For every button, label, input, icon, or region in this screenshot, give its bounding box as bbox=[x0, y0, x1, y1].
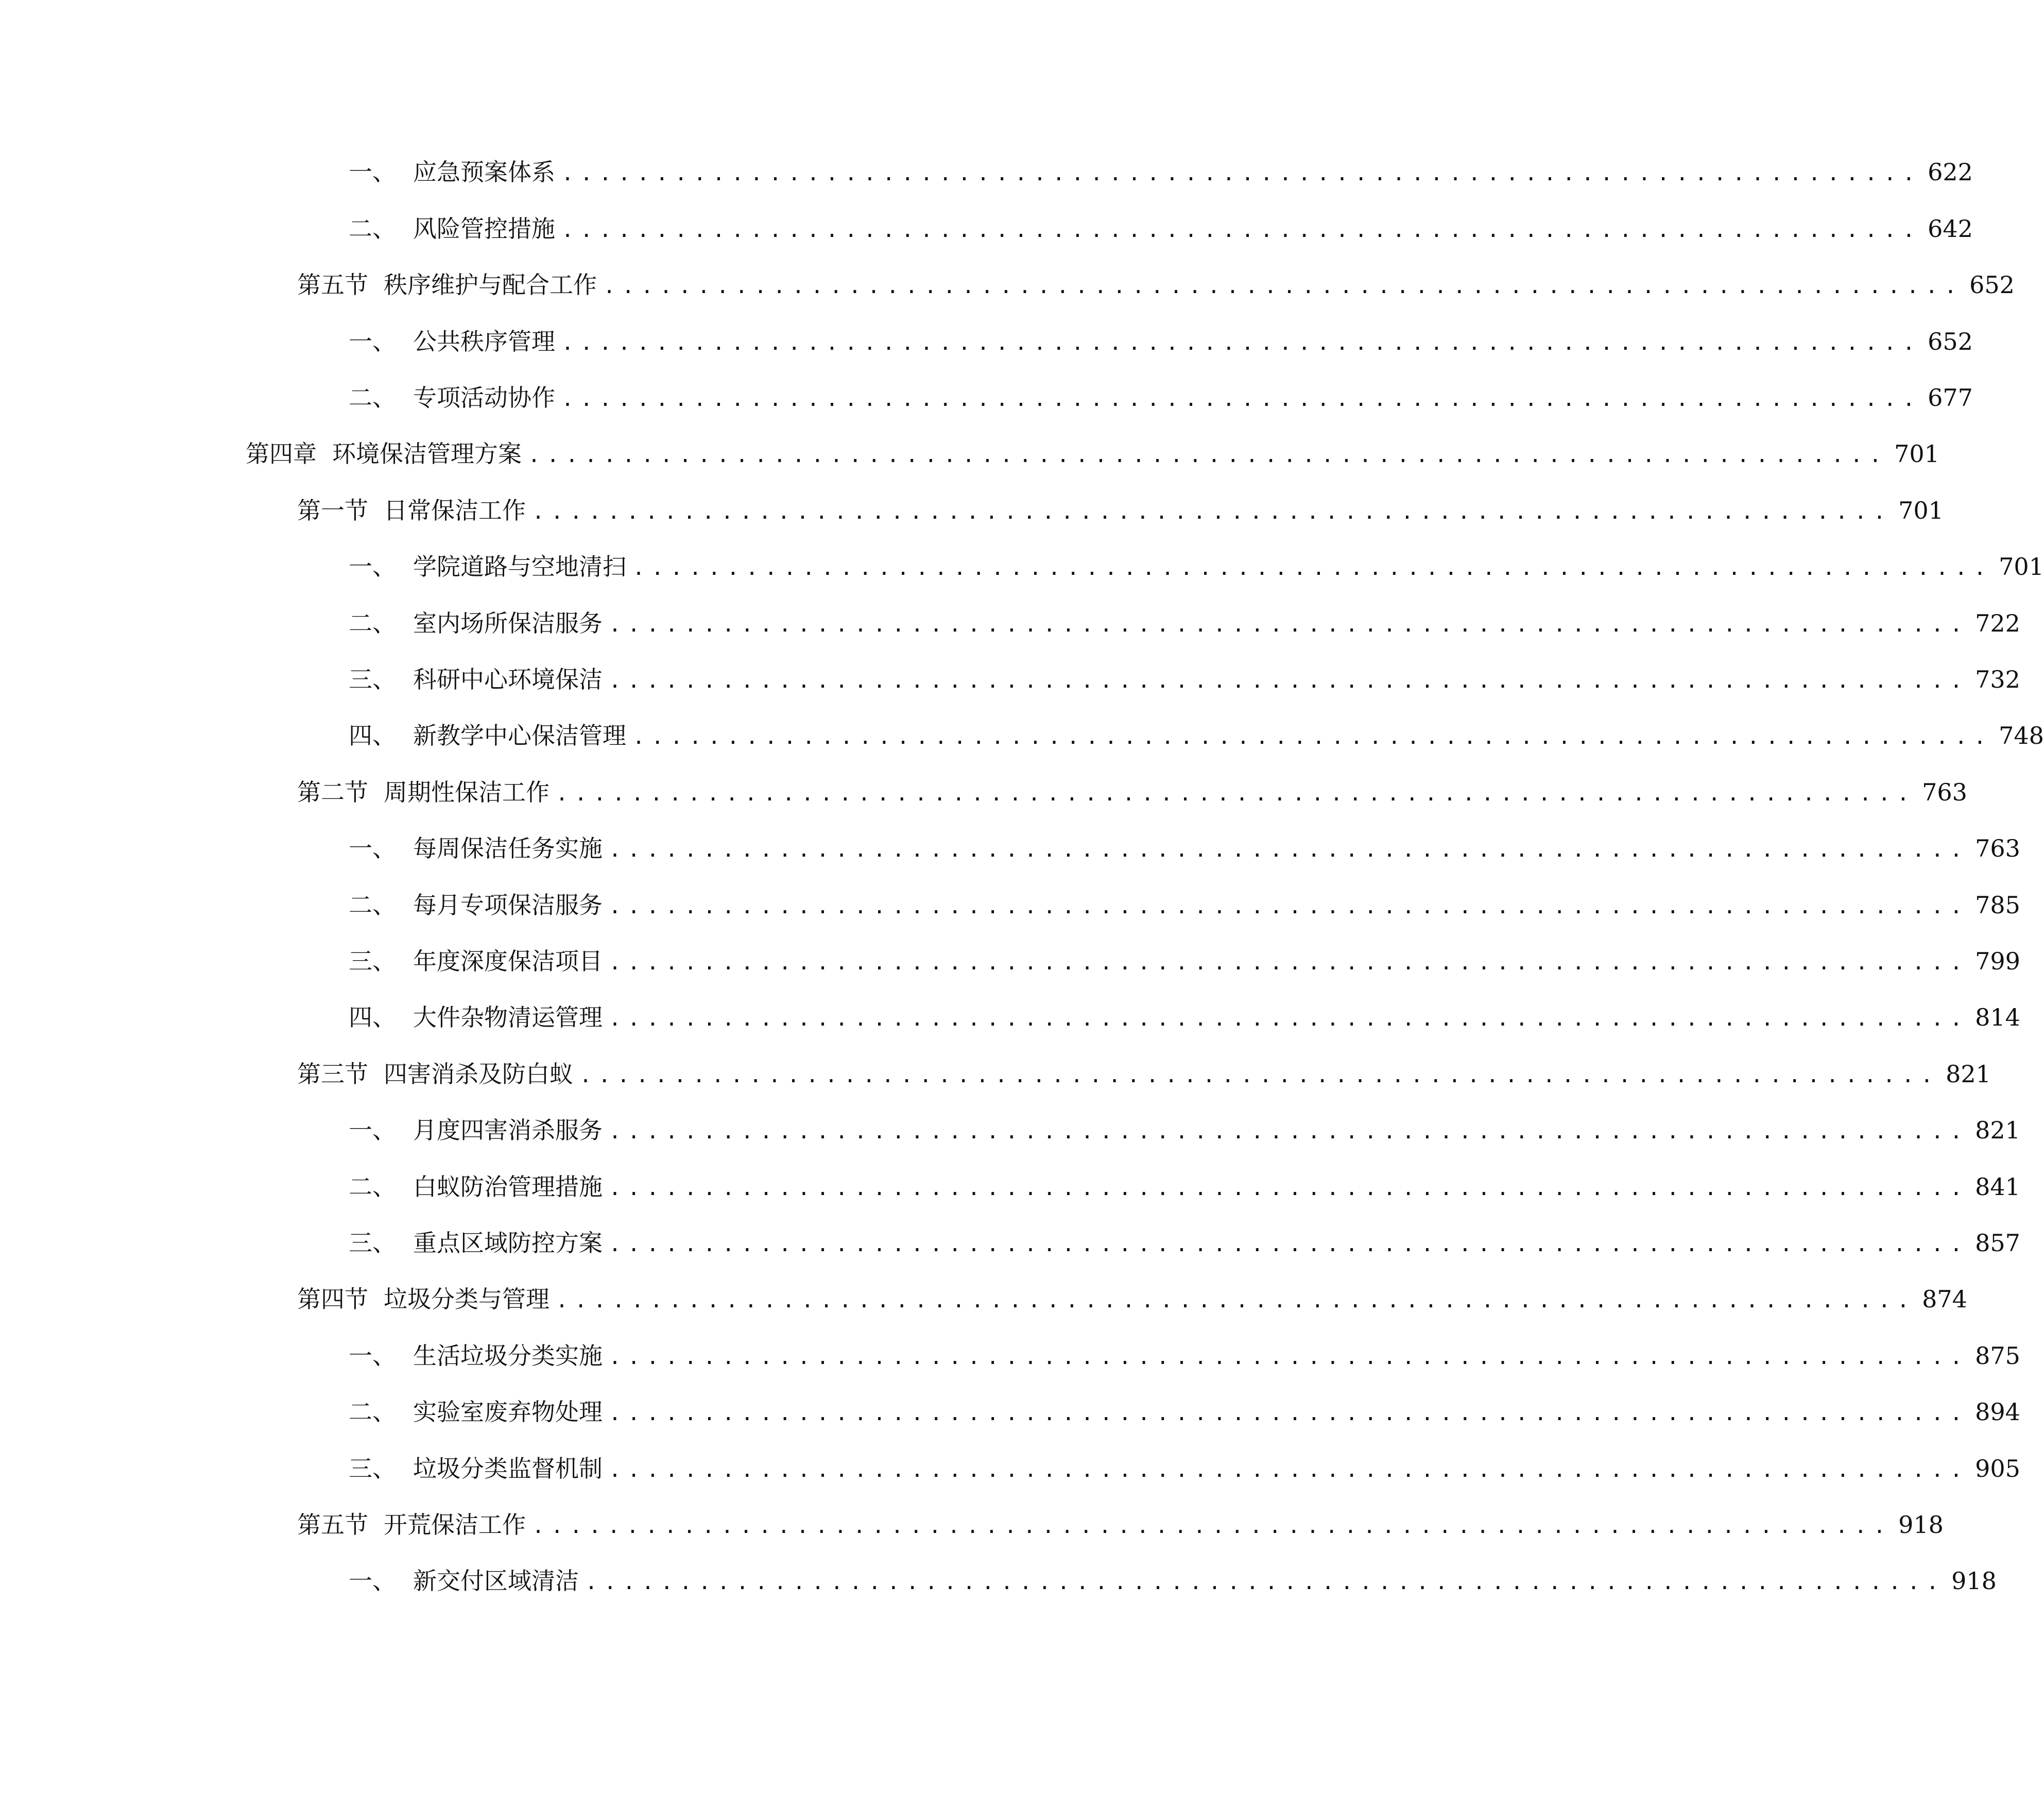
dot-leader: ........................................................................ bbox=[609, 895, 1969, 918]
toc-entry[interactable] bbox=[297, 492, 1944, 529]
toc-entry[interactable] bbox=[349, 718, 2044, 754]
toc-entry-title: 风险管控措施 bbox=[413, 215, 555, 243]
dot-leader: ........................................................................ bbox=[609, 669, 1969, 693]
toc-entry-page: 875 bbox=[1975, 1342, 2020, 1370]
toc-entry-page: 905 bbox=[1975, 1455, 2020, 1482]
dot-leader: ........................................................................ bbox=[609, 1177, 1969, 1200]
toc-entry-number: 第五节 bbox=[297, 1511, 368, 1539]
toc-entry-number: 第五节 bbox=[297, 271, 368, 299]
toc-entry-number: 一、 bbox=[349, 834, 396, 862]
toc-entry-title: 科研中心环境保洁 bbox=[413, 666, 603, 693]
toc-entry-number: 二、 bbox=[349, 609, 396, 637]
toc-entry[interactable] bbox=[349, 154, 1973, 190]
toc-entry-page: 642 bbox=[1928, 215, 1973, 243]
toc-entry-title: 环境保洁管理方案 bbox=[332, 440, 522, 468]
dot-leader: ........................................................................ bbox=[561, 218, 1922, 242]
dot-leader: ........................................................................ bbox=[609, 1120, 1969, 1144]
toc-entry[interactable] bbox=[349, 549, 2044, 585]
toc-entry[interactable] bbox=[297, 1281, 1967, 1317]
toc-entry-title: 每周保洁任务实施 bbox=[413, 834, 603, 862]
toc-entry-page: 652 bbox=[1969, 271, 2015, 299]
toc-entry-page: 918 bbox=[1951, 1567, 1997, 1595]
dot-leader: ........................................................................ bbox=[609, 951, 1969, 975]
toc-entry-page: 821 bbox=[1946, 1060, 1991, 1088]
toc-entry-page: 763 bbox=[1975, 834, 2020, 862]
toc-entry-title: 月度四害消杀服务 bbox=[413, 1116, 603, 1144]
dot-leader: ........................................................................ bbox=[603, 275, 1964, 298]
toc-entry-page: 701 bbox=[1898, 497, 1944, 524]
toc-entry-number: 一、 bbox=[349, 1116, 396, 1144]
toc-entry-title: 生活垃圾分类实施 bbox=[413, 1342, 603, 1370]
toc-entry-title: 新教学中心保洁管理 bbox=[413, 722, 626, 749]
dot-leader: ........................................................................ bbox=[532, 500, 1893, 524]
toc-entry[interactable] bbox=[349, 999, 2020, 1035]
toc-entry[interactable] bbox=[349, 1563, 1997, 1599]
toc-entry[interactable] bbox=[349, 661, 2020, 697]
toc-entry-number: 一、 bbox=[349, 1342, 396, 1370]
toc-entry[interactable] bbox=[349, 1338, 2020, 1374]
toc-entry-page: 622 bbox=[1928, 158, 1973, 186]
toc-entry-number: 第一节 bbox=[297, 497, 368, 524]
toc-entry[interactable] bbox=[349, 830, 2020, 866]
toc-entry-page: 799 bbox=[1975, 947, 2020, 975]
toc-entry-page: 732 bbox=[1975, 666, 2020, 693]
toc-entry-page: 652 bbox=[1928, 328, 1973, 355]
dot-leader: ........................................................................ bbox=[532, 1514, 1893, 1538]
toc-entry-page: 722 bbox=[1975, 609, 2020, 637]
toc-entry-title: 白蚁防治管理措施 bbox=[413, 1173, 603, 1201]
dot-leader: ........................................................................ bbox=[585, 1571, 1946, 1594]
toc-entry-number: 三、 bbox=[349, 1455, 396, 1482]
toc-entry-page: 821 bbox=[1975, 1116, 2020, 1144]
toc-entry[interactable] bbox=[349, 605, 2020, 641]
toc-entry-title: 开荒保洁工作 bbox=[384, 1511, 526, 1539]
toc-entry-number: 第四章 bbox=[246, 440, 317, 468]
toc-entry-page: 874 bbox=[1922, 1285, 1967, 1313]
dot-leader: ........................................................................ bbox=[609, 1345, 1969, 1369]
dot-leader: ........................................................................ bbox=[632, 556, 1993, 580]
toc-entry-title: 室内场所保洁服务 bbox=[413, 609, 603, 637]
dot-leader: ........................................................................ bbox=[609, 1402, 1969, 1425]
toc-entry-title: 垃圾分类监督机制 bbox=[413, 1455, 603, 1482]
toc-entry-number: 三、 bbox=[349, 666, 396, 693]
toc-entry[interactable] bbox=[349, 1394, 2020, 1430]
toc-entry[interactable] bbox=[349, 1451, 2020, 1487]
toc-entry-number: 第二节 bbox=[297, 778, 368, 806]
toc-entry-number: 四、 bbox=[349, 722, 396, 749]
toc-entry[interactable] bbox=[349, 211, 1973, 247]
toc-entry-number: 二、 bbox=[349, 1173, 396, 1201]
toc-entry-number: 二、 bbox=[349, 891, 396, 919]
toc-entry[interactable] bbox=[297, 1507, 1944, 1543]
toc-entry-number: 三、 bbox=[349, 1229, 396, 1257]
toc-entry-title: 年度深度保洁项目 bbox=[413, 947, 603, 975]
toc-entry-title: 专项活动协作 bbox=[413, 384, 555, 412]
toc-entry[interactable] bbox=[349, 1225, 2020, 1261]
toc-entry-page: 857 bbox=[1975, 1229, 2020, 1257]
dot-leader: ........................................................................ bbox=[632, 725, 1993, 749]
toc-entry-number: 二、 bbox=[349, 1398, 396, 1426]
toc-entry-page: 701 bbox=[1894, 440, 1939, 468]
toc-entry[interactable] bbox=[297, 267, 2015, 303]
toc-entry[interactable] bbox=[349, 1169, 2020, 1205]
toc-entry-title: 周期性保洁工作 bbox=[384, 778, 549, 806]
toc-entry-title: 四害消杀及防白蚁 bbox=[384, 1060, 573, 1088]
toc-entry-page: 701 bbox=[1999, 553, 2044, 581]
toc-entry[interactable] bbox=[349, 1112, 2020, 1148]
toc-entry-number: 第三节 bbox=[297, 1060, 368, 1088]
dot-leader: ........................................................................ bbox=[609, 1233, 1969, 1256]
toc-entry[interactable] bbox=[297, 774, 1967, 810]
toc-entry[interactable] bbox=[349, 887, 2020, 923]
dot-leader: ........................................................................ bbox=[561, 162, 1922, 185]
toc-entry-page: 814 bbox=[1975, 1003, 2020, 1031]
toc-entry-number: 第四节 bbox=[297, 1285, 368, 1313]
toc-entry-title: 公共秩序管理 bbox=[413, 328, 555, 355]
toc-entry-title: 应急预案体系 bbox=[413, 158, 555, 186]
dot-leader: ........................................................................ bbox=[609, 1007, 1969, 1031]
toc-entry-page: 841 bbox=[1975, 1173, 2020, 1201]
toc-entry-number: 一、 bbox=[349, 1567, 396, 1595]
toc-entry-title: 学院道路与空地清扫 bbox=[413, 553, 626, 581]
toc-entry-title: 大件杂物清运管理 bbox=[413, 1003, 603, 1031]
toc-entry-page: 748 bbox=[1999, 722, 2044, 749]
toc-entry-title: 新交付区域清洁 bbox=[413, 1567, 579, 1595]
toc-entry-title: 日常保洁工作 bbox=[384, 497, 526, 524]
toc-entry-number: 一、 bbox=[349, 553, 396, 581]
dot-leader: ........................................................................ bbox=[528, 444, 1888, 467]
toc-entry[interactable] bbox=[349, 943, 2020, 979]
toc-entry-title: 每月专项保洁服务 bbox=[413, 891, 603, 919]
toc-entry-page: 785 bbox=[1975, 891, 2020, 919]
dot-leader: ........................................................................ bbox=[609, 838, 1969, 862]
dot-leader: ........................................................................ bbox=[556, 782, 1916, 806]
toc-entry[interactable] bbox=[349, 323, 1973, 360]
dot-leader: ........................................................................ bbox=[609, 613, 1969, 637]
dot-leader: ........................................................................ bbox=[561, 331, 1922, 355]
toc-entry-title: 秩序维护与配合工作 bbox=[384, 271, 597, 299]
toc-entry-number: 四、 bbox=[349, 1003, 396, 1031]
toc-entry-page: 918 bbox=[1898, 1511, 1944, 1539]
toc-entry-title: 实验室废弃物处理 bbox=[413, 1398, 603, 1426]
toc-entry[interactable] bbox=[297, 1056, 1991, 1092]
toc-entry-page: 763 bbox=[1922, 778, 1967, 806]
toc-entry-number: 二、 bbox=[349, 384, 396, 412]
toc-entry-number: 三、 bbox=[349, 947, 396, 975]
toc-entry-title: 垃圾分类与管理 bbox=[384, 1285, 549, 1313]
toc-entry[interactable] bbox=[349, 380, 1973, 416]
dot-leader: ........................................................................ bbox=[556, 1289, 1916, 1312]
dot-leader: ........................................................................ bbox=[561, 387, 1922, 411]
toc-entry-page: 894 bbox=[1975, 1398, 2020, 1426]
dot-leader: ........................................................................ bbox=[609, 1458, 1969, 1482]
toc-entry-number: 二、 bbox=[349, 215, 396, 243]
toc-entry-number: 一、 bbox=[349, 158, 396, 186]
toc-entry-page: 677 bbox=[1928, 384, 1973, 412]
toc-entry-title: 重点区域防控方案 bbox=[413, 1229, 603, 1257]
dot-leader: ........................................................................ bbox=[579, 1064, 1940, 1087]
toc-entry[interactable] bbox=[246, 436, 1939, 472]
toc-entry-number: 一、 bbox=[349, 328, 396, 355]
